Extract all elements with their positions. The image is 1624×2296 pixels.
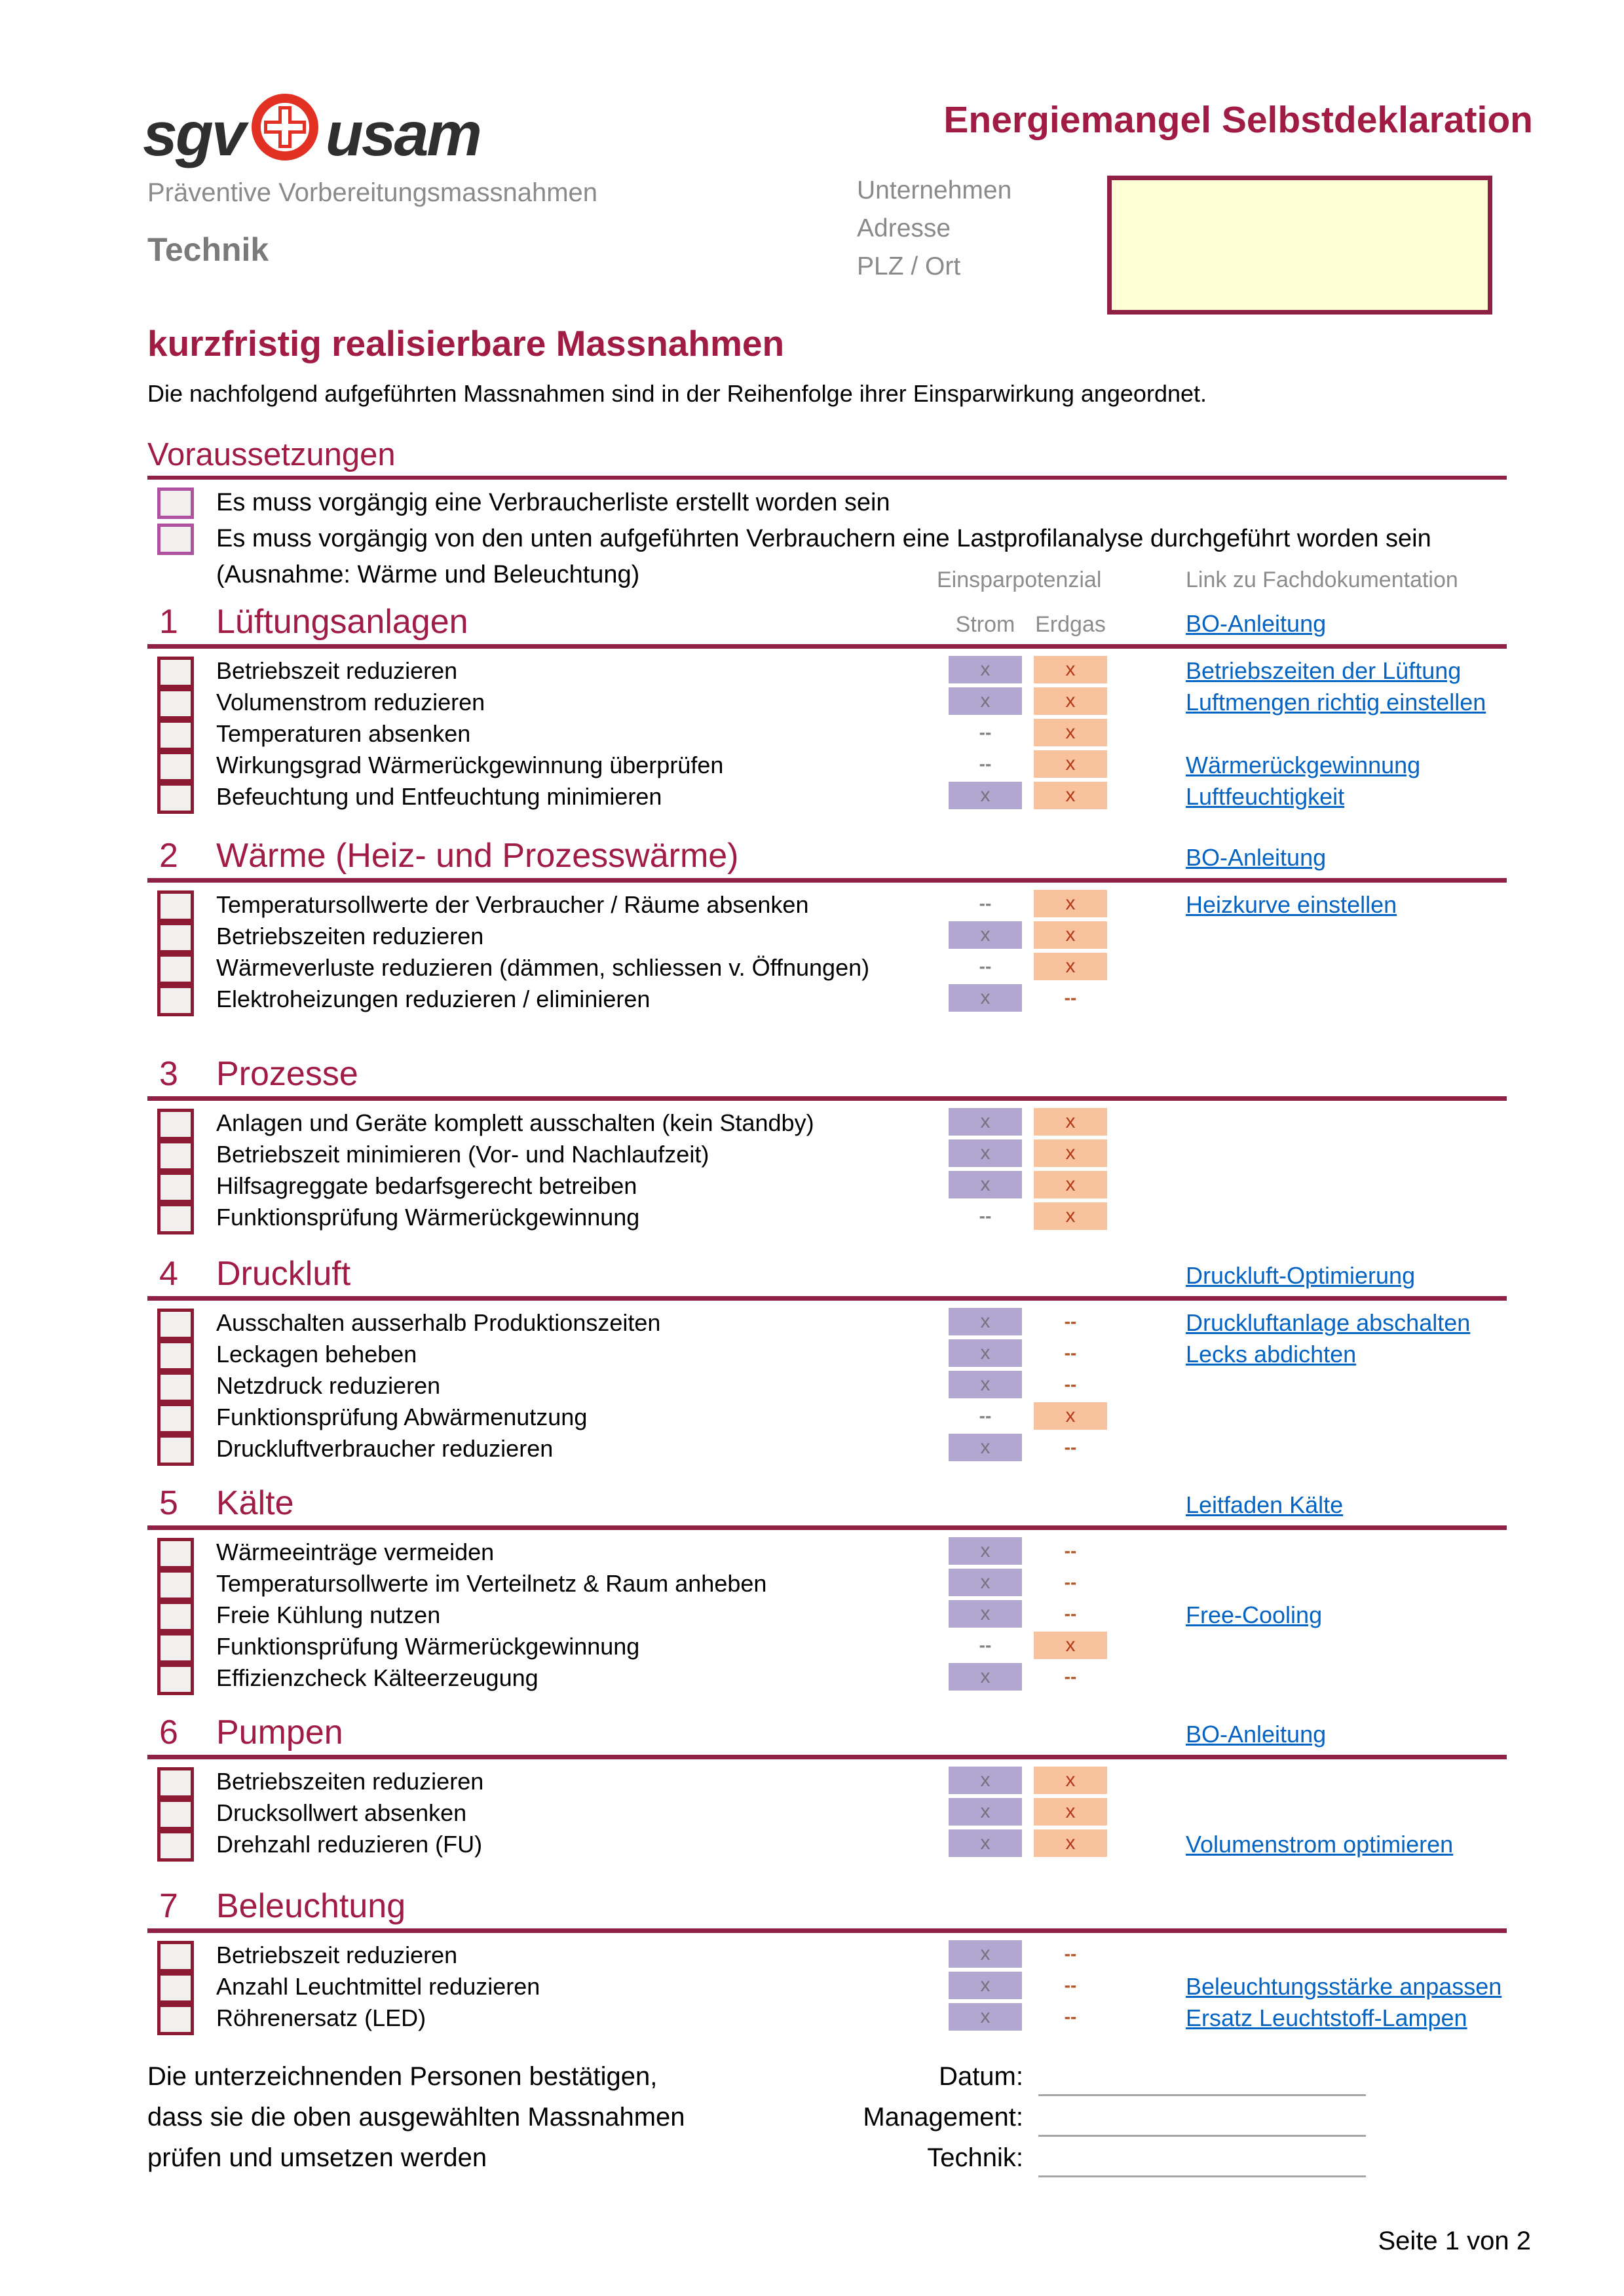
page-title: kurzfristig realisierbare Massnahmen [147,323,785,364]
confirmation-text [147,2056,685,2178]
company-field-adresse: Adresse [857,214,951,242]
erdgas-potential-cell: x [1034,1108,1107,1136]
checkbox[interactable] [157,1972,194,2004]
section-doc-link[interactable]: Druckluft-Optimierung [1186,1262,1416,1289]
company-info-input-box[interactable] [1107,176,1492,315]
section-rows [147,1759,1507,1860]
company-field-plz-ort: PLZ / Ort [857,252,961,280]
section-title: Druckluft [216,1255,351,1293]
measure-row [147,1339,1507,1370]
logo-text-usam: usam [325,100,480,169]
measure-row [147,889,1507,921]
checkbox[interactable] [157,985,194,1016]
prerequisite-label: Es muss vorgängig eine Verbraucherliste erstellt worden sein [216,489,890,516]
checkbox[interactable] [157,1109,194,1140]
checkbox[interactable] [157,719,194,751]
strom-potential-cell: x [949,656,1022,683]
section-l-ftungsanlagen [147,593,1507,813]
strom-potential-cell: x [949,1972,1022,1999]
measure-row [147,781,1507,813]
measure-label: Funktionsprüfung Wärmerückgewinnung [216,1633,640,1660]
measure-row [147,921,1507,952]
strom-potential-cell: x [949,921,1022,949]
section-number: 5 [159,1484,178,1522]
measure-row [147,1370,1507,1402]
checkbox[interactable] [157,1830,194,1862]
erdgas-potential-cell: x [1034,1798,1107,1826]
strom-potential-cell: x [949,1829,1022,1857]
measure-label: Elektroheizungen reduzieren / eliminieren [216,985,651,1012]
measure-label: Effizienzcheck Kälteerzeugung [216,1664,538,1691]
section-header [147,1877,1507,1933]
checkbox[interactable] [157,1799,194,1830]
erdgas-potential-cell: x [1034,953,1107,980]
checkbox[interactable] [157,1371,194,1403]
measure-label: Funktionsprüfung Wärmerückgewinnung [216,1204,640,1231]
section-doc-link[interactable]: BO-Anleitung [1186,844,1327,871]
erdgas-potential-cell: -- [1064,1603,1077,1624]
section-rows [147,1530,1507,1694]
measure-label: Anlagen und Geräte komplett ausschalten (kein Standby) [216,1109,814,1136]
confirmation-line: prüfen und umsetzen werden [147,2143,487,2172]
document-subtitle: Präventive Vorbereitungsmassnahmen [147,178,598,207]
measure-doc-link[interactable]: Wärmerückgewinnung [1186,752,1421,778]
company-field-unternehmen: Unternehmen [857,176,1012,204]
measure-label: Volumenstrom reduzieren [216,689,485,716]
erdgas-potential-cell: x [1034,719,1107,746]
erdgas-potential-cell: -- [1064,1343,1077,1363]
measure-label: Anzahl Leuchtmittel reduzieren [216,1973,540,2000]
measure-row [147,1202,1507,1233]
logo-text-sgv: sgv [143,100,244,169]
checkbox[interactable] [157,751,194,782]
checkbox[interactable] [157,890,194,922]
document-category: Technik [147,231,269,268]
erdgas-potential-cell: -- [1064,1666,1077,1687]
signature-line-datum[interactable] [1038,2094,1366,2096]
prerequisite-note: (Ausnahme: Wärme und Beleuchtung) [216,561,640,588]
section-title: Beleuchtung [216,1887,406,1925]
measure-label: Leckagen beheben [216,1341,417,1368]
measure-row [147,1107,1507,1139]
section-doc-link[interactable]: Leitfaden Kälte [1186,1491,1344,1518]
measure-row [147,1139,1507,1170]
measure-doc-link[interactable]: Druckluftanlage abschalten [1186,1309,1471,1336]
prerequisites-header [147,425,1507,480]
column-header-erdgas: Erdgas [1035,612,1106,637]
measure-row [147,1599,1507,1631]
page-number: Seite 1 von 2 [1378,2227,1531,2255]
measure-label: Wärmeeinträge vermeiden [216,1539,495,1565]
measure-row [147,1170,1507,1202]
prerequisite-row [147,522,1507,558]
sgv-usam-logo [143,90,480,179]
measure-doc-link[interactable]: Volumenstrom optimieren [1186,1831,1454,1858]
prerequisites-title: Voraussetzungen [147,437,396,472]
erdgas-potential-cell: -- [1064,2006,1077,2027]
strom-potential-cell: -- [979,754,992,774]
strom-potential-cell: x [949,687,1022,715]
erdgas-potential-cell: x [1034,750,1107,778]
signature-label-technik: Technik: [927,2143,1023,2172]
erdgas-potential-cell: x [1034,1829,1107,1857]
signature-line-technik[interactable] [1038,2175,1366,2177]
measure-doc-link[interactable]: Luftmengen richtig einstellen [1186,689,1486,716]
strom-potential-cell: x [949,1767,1022,1794]
checkbox[interactable] [157,922,194,953]
measure-row [147,1537,1507,1568]
strom-potential-cell: -- [979,1406,992,1426]
strom-potential-cell: -- [979,956,992,976]
section-k-lte [147,1474,1507,1694]
section-header [147,593,1507,649]
measure-doc-link[interactable]: Heizkurve einstellen [1186,891,1397,918]
erdgas-potential-cell: x [1034,921,1107,949]
strom-potential-cell: x [949,782,1022,809]
measure-label: Hilfsagreggate bedarfsgerecht betreiben [216,1172,637,1199]
measure-row [147,1631,1507,1662]
checkbox[interactable] [157,1403,194,1434]
measure-row [147,952,1507,984]
erdgas-potential-cell: -- [1064,1943,1077,1964]
erdgas-potential-cell: x [1034,687,1107,715]
measure-label: Wärmeverluste reduzieren (dämmen, schliessen v. Öffnungen) [216,954,870,981]
section-prozesse [147,1045,1507,1233]
strom-potential-cell: x [949,1308,1022,1335]
signature-label-management: Management: [863,2103,1023,2132]
measure-row [147,655,1507,687]
section-title: Prozesse [216,1055,358,1093]
signature-labels [721,2056,1023,2178]
checkbox[interactable] [157,1632,194,1664]
section-doc-link[interactable]: BO-Anleitung [1186,610,1327,637]
section-rows [147,883,1507,1015]
measure-row [147,1766,1507,1797]
measure-label: Befeuchtung und Entfeuchtung minimieren [216,783,662,810]
section-header [147,1704,1507,1759]
strom-potential-cell: x [949,1569,1022,1596]
erdgas-potential-cell: x [1034,1171,1107,1198]
measure-row [147,1433,1507,1464]
swiss-cross-circle-icon [248,90,322,179]
measure-row [147,1568,1507,1599]
section-number: 7 [159,1887,178,1925]
page-subtitle: Die nachfolgend aufgeführten Massnahmen sind in der Reihenfolge ihrer Einsparwirkung angeordnet. [147,380,1207,407]
prerequisite-label: Es muss vorgängig von den unten aufgeführten Verbrauchern eine Lastprofilanalyse durchgeführt worden sein [216,525,1431,552]
measure-label: Wirkungsgrad Wärmerückgewinnung überprüfen [216,752,724,778]
measure-row [147,1940,1507,1971]
measure-label: Freie Kühlung nutzen [216,1601,441,1628]
measure-label: Ausschalten ausserhalb Produktionszeiten [216,1309,661,1336]
checkbox[interactable] [157,1664,194,1695]
erdgas-potential-cell: x [1034,782,1107,809]
measure-label: Betriebszeit minimieren (Vor- und Nachlaufzeit) [216,1141,709,1168]
measure-label: Betriebszeit reduzieren [216,657,458,684]
column-header-strom: Strom [955,612,1015,637]
measure-row [147,1829,1507,1860]
checkbox[interactable] [157,1941,194,1972]
erdgas-potential-cell: -- [1064,1311,1077,1331]
measure-label: Temperaturen absenken [216,720,471,747]
section-number: 3 [159,1055,178,1093]
checkbox[interactable] [157,657,194,688]
section-number: 1 [159,603,178,641]
section-number: 2 [159,837,178,875]
measure-row [147,1971,1507,2002]
prerequisite-row [147,486,1507,522]
measure-label: Betriebszeiten reduzieren [216,1768,484,1795]
section-header [147,1045,1507,1101]
erdgas-potential-cell: x [1034,1767,1107,1794]
strom-potential-cell: x [949,1663,1022,1691]
measure-row [147,1307,1507,1339]
strom-potential-cell: x [949,1537,1022,1565]
company-field-labels [857,172,1011,286]
checkbox[interactable] [157,2004,194,2035]
measure-doc-link[interactable]: Luftfeuchtigkeit [1186,783,1345,810]
checkbox[interactable] [157,1569,194,1601]
checkbox[interactable] [157,688,194,719]
strom-potential-cell: x [949,2003,1022,2031]
strom-potential-cell: -- [979,1206,992,1226]
strom-potential-cell: -- [979,893,992,913]
measure-row [147,750,1507,781]
measure-row [147,2002,1507,2034]
strom-potential-cell: x [949,1798,1022,1826]
checkbox[interactable] [157,1434,194,1466]
section-druckluft [147,1245,1507,1464]
measure-doc-link[interactable]: Beleuchtungsstärke anpassen [1186,1973,1502,2000]
strom-potential-cell: x [949,1108,1022,1136]
section-title: Lüftungsanlagen [216,603,468,641]
checkbox[interactable] [157,1172,194,1203]
checkbox[interactable] [157,953,194,985]
strom-potential-cell: x [949,1171,1022,1198]
strom-potential-cell: x [949,1600,1022,1628]
measure-row [147,718,1507,750]
confirmation-line: dass sie die oben ausgewählten Massnahmen [147,2103,685,2132]
checkbox[interactable] [157,1203,194,1234]
strom-potential-cell: x [949,1139,1022,1167]
erdgas-potential-cell: -- [1064,1975,1077,1995]
measure-row [147,687,1507,718]
checkbox[interactable] [157,1767,194,1799]
strom-potential-cell: x [949,1339,1022,1367]
section-beleuchtung [147,1877,1507,2034]
measure-row [147,1402,1507,1433]
measure-label: Drehzahl reduzieren (FU) [216,1831,483,1858]
erdgas-potential-cell: x [1034,1139,1107,1167]
checkbox[interactable] [157,524,194,555]
measure-label: Röhrenersatz (LED) [216,2004,426,2031]
measure-label: Funktionsprüfung Abwärmenutzung [216,1404,588,1430]
confirmation-line: Die unterzeichnenden Personen bestätigen, [147,2062,658,2091]
checkbox[interactable] [157,782,194,814]
erdgas-potential-cell: x [1034,1202,1107,1230]
section-rows [147,649,1507,813]
checkbox[interactable] [157,1538,194,1569]
measure-doc-link[interactable]: Ersatz Leuchtstoff-Lampen [1186,2004,1467,2031]
erdgas-potential-cell: -- [1064,1374,1077,1394]
signature-line-management[interactable] [1038,2135,1366,2137]
measure-label: Betriebszeiten reduzieren [216,923,484,949]
erdgas-potential-cell: -- [1064,1437,1077,1457]
column-caption-fachdokumentation: Link zu Fachdokumentation [1186,567,1458,592]
erdgas-potential-cell: -- [1064,987,1077,1008]
section-w-rme-heiz-und-prozessw-rme- [147,827,1507,1015]
measure-label: Temperatursollwerte im Verteilnetz & Raum anheben [216,1570,767,1597]
measure-doc-link[interactable]: Lecks abdichten [1186,1341,1357,1368]
measure-label: Betriebszeit reduzieren [216,1942,458,1968]
section-title: Wärme (Heiz- und Prozesswärme) [216,837,739,875]
section-title: Pumpen [216,1713,343,1751]
section-doc-link[interactable]: BO-Anleitung [1186,1721,1327,1748]
strom-potential-cell: x [949,984,1022,1012]
section-pumpen [147,1704,1507,1860]
erdgas-potential-cell: -- [1064,1572,1077,1592]
strom-potential-cell: -- [979,1635,992,1655]
document-title: Energiemangel Selbstdeklaration [943,99,1533,141]
measure-row [147,1662,1507,1694]
measure-row [147,1797,1507,1829]
signature-label-datum: Datum: [939,2062,1023,2091]
column-caption-einsparpotenzial: Einsparpotenzial [937,567,1102,592]
section-title: Kälte [216,1484,294,1522]
strom-potential-cell: -- [979,722,992,742]
erdgas-potential-cell: x [1034,656,1107,683]
section-number: 6 [159,1713,178,1751]
measure-label: Netzdruck reduzieren [216,1372,441,1399]
erdgas-potential-cell: x [1034,1632,1107,1659]
measure-doc-link[interactable]: Betriebszeiten der Lüftung [1186,657,1462,684]
measure-label: Temperatursollwerte der Verbraucher / Räume absenken [216,891,809,918]
section-number: 4 [159,1255,178,1293]
erdgas-potential-cell: -- [1064,1540,1077,1561]
section-header [147,827,1507,883]
strom-potential-cell: x [949,1371,1022,1398]
measure-label: Druckluftverbraucher reduzieren [216,1435,554,1462]
checkbox[interactable] [157,1601,194,1632]
erdgas-potential-cell: x [1034,890,1107,917]
section-header [147,1245,1507,1301]
strom-potential-cell: x [949,1434,1022,1461]
checkbox[interactable] [157,1140,194,1172]
erdgas-potential-cell: x [1034,1402,1107,1430]
strom-potential-cell: x [949,1940,1022,1968]
measure-row [147,984,1507,1015]
measure-doc-link[interactable]: Free-Cooling [1186,1601,1323,1628]
section-rows [147,1301,1507,1464]
section-rows [147,1933,1507,2034]
checkbox[interactable] [157,1309,194,1340]
checkbox[interactable] [157,488,194,519]
section-rows [147,1101,1507,1233]
section-header [147,1474,1507,1530]
checkbox[interactable] [157,1340,194,1371]
measure-label: Drucksollwert absenken [216,1799,467,1826]
